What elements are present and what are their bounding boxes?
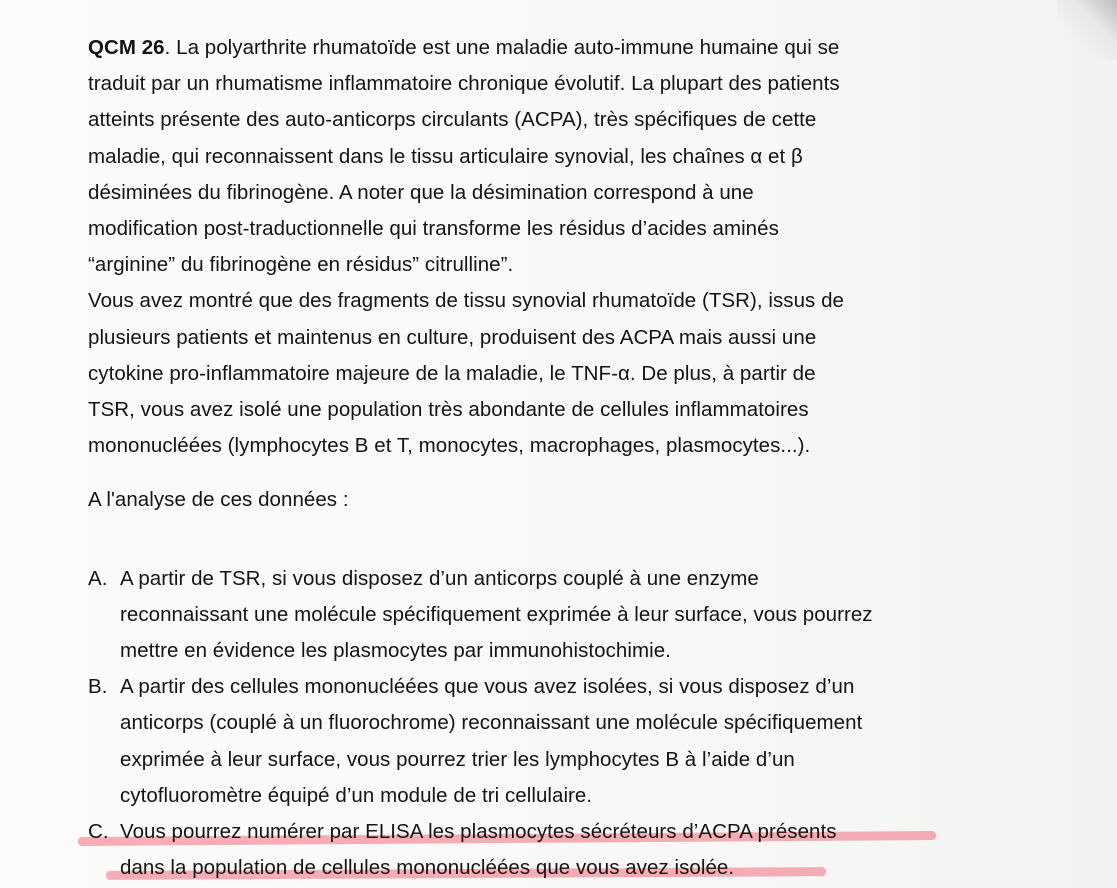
context-line-1: Vous avez montré que des fragments de tissu synovial rhumatoïde (TSR), issus de: [88, 289, 844, 313]
intro-line-4: maladie, qui reconnaissent dans le tissu articulaire synovial, les chaînes α et β: [88, 144, 803, 168]
option-b-line-2: anticorps (couplé à un fluorochrome) reconnaissant une molécule spécifiquement: [120, 711, 863, 735]
intro-line-5: désiminées du fibrinogène. A noter que la désimination correspond à une: [88, 180, 754, 204]
question-prompt: A l'analyse de ces données :: [88, 488, 349, 512]
option-a-letter: A.: [88, 566, 108, 590]
context-line-2: plusieurs patients et maintenus en culture, produisent des ACPA mais aussi une: [88, 325, 817, 349]
option-b-line-4: cytofluoromètre équipé d’un module de tri cellulaire.: [120, 783, 593, 807]
question-block: [88, 30, 968, 886]
option-a-line-1: A partir de TSR, si vous disposez d’un anticorps couplé à une enzyme: [120, 566, 759, 590]
option-a: [88, 561, 968, 670]
intro-line-7: “arginine” du fibrinogène en résidus” citrulline”.: [88, 253, 514, 277]
option-a-line-3: mettre en évidence les plasmocytes par immunohistochimie.: [120, 639, 671, 663]
option-b-line-3: exprimée à leur surface, vous pourrez trier les lymphocytes B à l’aide d’un: [120, 747, 795, 771]
option-a-line-2: reconnaissant une molécule spécifiquement exprimée à leur surface, vous pourrez: [120, 602, 873, 626]
option-b-line-1: A partir des cellules mononucléées que vous avez isolées, si vous disposez d’un: [120, 675, 855, 699]
option-b-letter: B.: [88, 675, 108, 699]
intro-line-3: atteints présente des auto-anticorps circulants (ACPA), très spécifiques de cette: [88, 108, 817, 132]
option-c: [88, 814, 968, 886]
intro-line-2: traduit par un rhumatisme inflammatoire chronique évolutif. La plupart des patients: [88, 72, 840, 96]
intro-text-1: . La polyarthrite rhumatoïde est une maladie auto-immune humaine qui se: [164, 36, 840, 59]
context-line-5: mononucléées (lymphocytes B et T, monocytes, macrophages, plasmocytes...).: [88, 434, 811, 458]
page-corner-shadow: [1057, 0, 1117, 60]
option-c-letter: C.: [88, 820, 109, 844]
intro-line-1: [88, 30, 968, 66]
context-line-4: TSR, vous avez isolé une population très abondante de cellules inflammatoires: [88, 398, 809, 422]
context-line-3: cytokine pro-inflammatoire majeure de la maladie, le TNF-α. De plus, à partir de: [88, 361, 816, 385]
option-c-line-1: Vous pourrez numérer par ELISA les plasmocytes sécréteurs d’ACPA présents: [120, 820, 837, 844]
intro-line-6: modification post-traductionnelle qui transforme les résidus d’acides aminés: [88, 217, 779, 241]
question-number: QCM 26: [88, 36, 165, 59]
option-c-line-2: dans la population de cellules mononucléées que vous avez isolée.: [120, 856, 735, 880]
option-b: [88, 669, 968, 814]
